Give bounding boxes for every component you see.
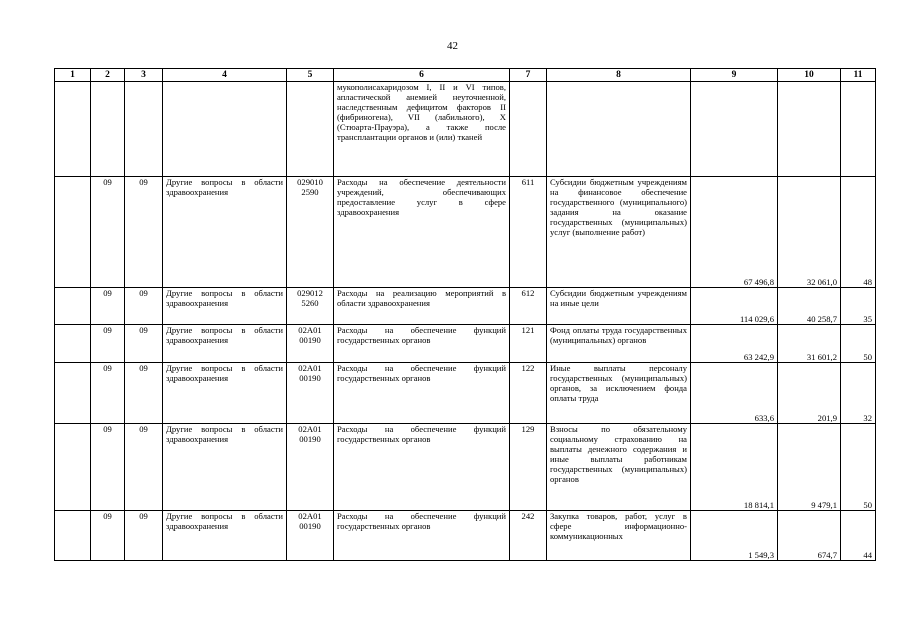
cell-target-name: Расходы на обеспечение функций государственных органов: [334, 511, 510, 561]
cell-expense-type-name: Закупка товаров, работ, услуг в сфере информационно-коммуникационных: [547, 511, 691, 561]
table-row: [55, 288, 876, 325]
cell-target-name: Расходы на обеспечение функций государственных органов: [334, 424, 510, 511]
table-row: [55, 511, 876, 561]
cell-expense-type-code: 122: [510, 363, 547, 424]
table-row: [55, 82, 876, 177]
cell-section-name: Другие вопросы в области здравоохранения: [163, 177, 287, 288]
cell-target-name: Расходы на обеспечение деятельности учреждений, обеспечивающих предоставление услуг в сфере здравоохранения: [334, 177, 510, 288]
cell-col1: [55, 288, 91, 325]
cell-percent: [841, 82, 876, 177]
cell-subsection: 09: [125, 325, 163, 363]
cell-expense-type-code: 129: [510, 424, 547, 511]
cell-section: [91, 82, 125, 177]
cell-percent: 48: [841, 177, 876, 288]
cell-section: 09: [91, 288, 125, 325]
column-header: 1: [55, 69, 91, 82]
cell-percent: 35: [841, 288, 876, 325]
cell-target-name: Расходы на реализацию мероприятий в области здравоохранения: [334, 288, 510, 325]
cell-section-name: [163, 82, 287, 177]
cell-section-name: Другие вопросы в области здравоохранения: [163, 511, 287, 561]
column-header: 9: [691, 69, 778, 82]
cell-expense-type-name: Субсидии бюджетным учреждениям на иные цели: [547, 288, 691, 325]
cell-col1: [55, 325, 91, 363]
cell-section-name: Другие вопросы в области здравоохранения: [163, 325, 287, 363]
cell-expense-type-name: Иные выплаты персоналу государственных (муниципальных) органов, за исключением фонда оплаты труда: [547, 363, 691, 424]
cell-target-code: 02А01 00190: [287, 325, 334, 363]
cell-target-code: 02А01 00190: [287, 363, 334, 424]
cell-subsection: [125, 82, 163, 177]
cell-percent: 50: [841, 325, 876, 363]
cell-col1: [55, 424, 91, 511]
table-row: [55, 177, 876, 288]
column-header: 6: [334, 69, 510, 82]
column-header: 5: [287, 69, 334, 82]
table-row: [55, 363, 876, 424]
table-row: [55, 424, 876, 511]
cell-subsection: 09: [125, 424, 163, 511]
cell-section: 09: [91, 177, 125, 288]
cell-section-name: Другие вопросы в области здравоохранения: [163, 424, 287, 511]
cell-percent: 44: [841, 511, 876, 561]
cell-target-code: 029012 5260: [287, 288, 334, 325]
cell-actual-amount: 201,9: [778, 363, 841, 424]
column-header: 10: [778, 69, 841, 82]
cell-col1: [55, 82, 91, 177]
cell-actual-amount: 32 061,0: [778, 177, 841, 288]
page-number: 42: [447, 40, 458, 52]
cell-plan-amount: 18 814,1: [691, 424, 778, 511]
cell-plan-amount: 114 029,6: [691, 288, 778, 325]
cell-actual-amount: 31 601,2: [778, 325, 841, 363]
cell-target-name: Расходы на обеспечение функций государственных органов: [334, 363, 510, 424]
cell-expense-type-code: 611: [510, 177, 547, 288]
cell-subsection: 09: [125, 363, 163, 424]
cell-section: 09: [91, 325, 125, 363]
cell-actual-amount: [778, 82, 841, 177]
cell-col1: [55, 511, 91, 561]
cell-plan-amount: 67 496,8: [691, 177, 778, 288]
cell-expense-type-name: Фонд оплаты труда государственных (муниципальных) органов: [547, 325, 691, 363]
column-header: 7: [510, 69, 547, 82]
column-number-header-row: [55, 69, 876, 82]
cell-actual-amount: 40 258,7: [778, 288, 841, 325]
cell-expense-type-name: [547, 82, 691, 177]
cell-plan-amount: [691, 82, 778, 177]
cell-expense-type-code: 121: [510, 325, 547, 363]
cell-expense-type-code: [510, 82, 547, 177]
cell-target-code: 02А01 00190: [287, 511, 334, 561]
table-row: [55, 325, 876, 363]
cell-expense-type-name: Взносы по обязательному социальному страхованию на выплаты денежного содержания и иные выплаты работникам государственных (муниципальных) органов: [547, 424, 691, 511]
cell-target-name: Расходы на обеспечение функций государственных органов: [334, 325, 510, 363]
cell-plan-amount: 1 549,3: [691, 511, 778, 561]
cell-section-name: Другие вопросы в области здравоохранения: [163, 288, 287, 325]
column-header: 3: [125, 69, 163, 82]
cell-subsection: 09: [125, 177, 163, 288]
cell-section: 09: [91, 424, 125, 511]
cell-section-name: Другие вопросы в области здравоохранения: [163, 363, 287, 424]
cell-expense-type-name: Субсидии бюджетным учреждениям на финансовое обеспечение государственного (муниципального) задания на оказание государственных (муниципальных) услуг (выполнение работ): [547, 177, 691, 288]
cell-target-code: [287, 82, 334, 177]
cell-actual-amount: 674,7: [778, 511, 841, 561]
cell-col1: [55, 363, 91, 424]
budget-table: [54, 68, 876, 561]
cell-percent: 32: [841, 363, 876, 424]
cell-plan-amount: 63 242,9: [691, 325, 778, 363]
cell-col1: [55, 177, 91, 288]
cell-expense-type-code: 242: [510, 511, 547, 561]
cell-target-code: 02А01 00190: [287, 424, 334, 511]
cell-target-code: 029010 2590: [287, 177, 334, 288]
cell-target-name: мукополисахаридозом I, II и VI типов, апластической анемией неуточненной, наследственным дефицитом факторов II (фибриногена), VII (лабильного), X (Стюарта-Прауэра), а также после трансплантации органов и (или) тканей: [334, 82, 510, 177]
cell-section: 09: [91, 363, 125, 424]
cell-plan-amount: 633,6: [691, 363, 778, 424]
column-header: 11: [841, 69, 876, 82]
cell-percent: 50: [841, 424, 876, 511]
cell-subsection: 09: [125, 288, 163, 325]
cell-expense-type-code: 612: [510, 288, 547, 325]
column-header: 4: [163, 69, 287, 82]
cell-section: 09: [91, 511, 125, 561]
column-header: 8: [547, 69, 691, 82]
cell-subsection: 09: [125, 511, 163, 561]
cell-actual-amount: 9 479,1: [778, 424, 841, 511]
column-header: 2: [91, 69, 125, 82]
